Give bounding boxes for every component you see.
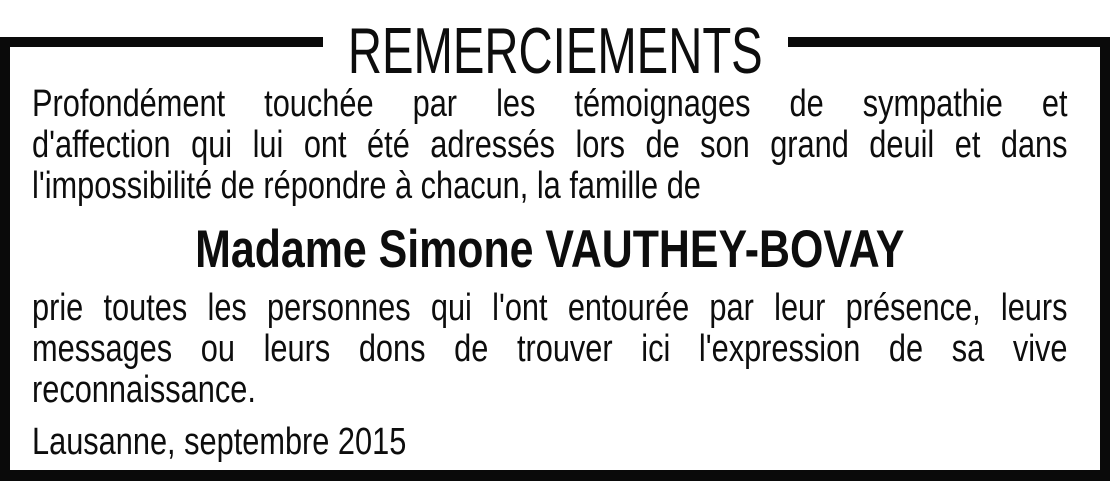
paragraph1-line1: Profondément touchée par les témoignages de sympathie et [32, 83, 1068, 125]
paragraph2-line2: messages ou leurs dons de trouver ici l'expression de sa vive [32, 328, 1068, 370]
paragraph1-line2: d'affection qui lui ont été adressés lors de son grand deuil et dans [32, 124, 1068, 166]
notice-title: REMERCIEMENTS [347, 14, 763, 87]
paragraph1-line3: l'impossibilité de répondre à chacun, la famille de [32, 165, 701, 207]
notice-body [32, 84, 1068, 463]
dateline: Lausanne, septembre 2015 [32, 421, 407, 463]
deceased-name: Madame Simone VAUTHEY-BOVAY [195, 220, 905, 279]
paragraph2-line3: reconnaissance. [32, 369, 256, 411]
paragraph2-line1: prie toutes les personnes qui l'ont entourée par leur présence, leurs [32, 287, 1068, 329]
frame-border-bottom [0, 470, 1110, 481]
